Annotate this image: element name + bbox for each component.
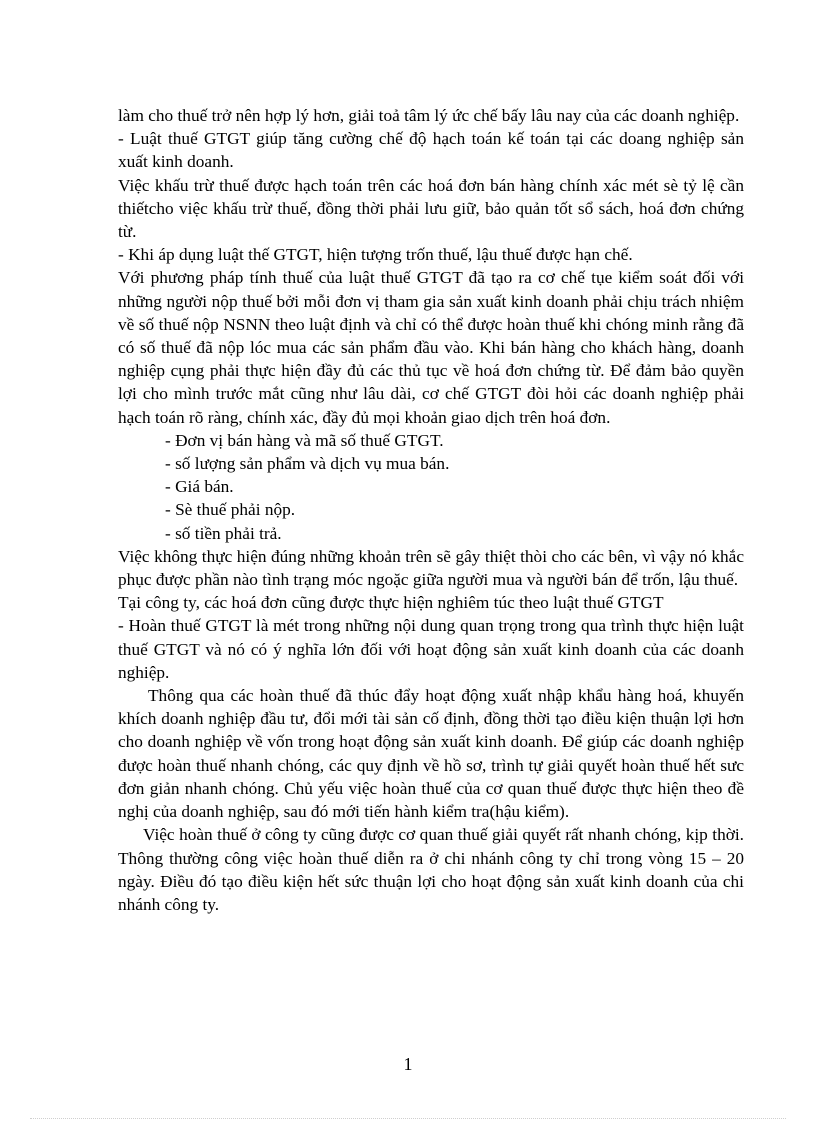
paragraph: Việc không thực hiện đúng những khoản trên sẽ gây thiệt thòi cho các bên, vì vậy nó khắc phục được phần nào tình trạng móc ngoặc giữa người mua và người bán để trốn, lậu thuế. xyxy=(118,546,744,590)
page-number: 1 xyxy=(403,1054,413,1074)
document-body xyxy=(118,104,744,916)
page-bottom-divider xyxy=(30,1118,786,1119)
bullet-item: - Đơn vị bán hàng và mã số thuế GTGT. xyxy=(165,430,444,450)
bullet-item: - số lượng sản phẩm và dịch vụ mua bán. xyxy=(165,454,450,474)
paragraph: - Hoàn thuế GTGT là mét trong những nội dung quan trọng trong qua trình thực hiện luật thuế GTGT và nó có ý nghĩa lớn đối với hoạt động sản xuất kinh doanh của các doanh nghiệp. xyxy=(118,616,744,682)
bullet-item: - số tiền phải trả. xyxy=(165,523,282,543)
paragraph: - Khi áp dụng luật thế GTGT, hiện tượng trốn thuế, lậu thuế được hạn chế. xyxy=(118,245,633,265)
paragraph: Tại công ty, các hoá đơn cũng được thực hiện nghiêm túc theo luật thuế GTGT xyxy=(118,593,664,613)
paragraph: Việc khấu trừ thuế được hạch toán trên các hoá đơn bán hàng chính xác mét sè tỷ lệ cần thiếtcho việc khấu trừ thuế, đồng thời phải lưu giữ, bảo quản tốt sổ sách, hoá đơn chứng từ. xyxy=(118,175,744,242)
paragraph: làm cho thuế trở nên hợp lý hơn, giải toả tâm lý ức chế bấy lâu nay của các doanh nghiệp. xyxy=(118,106,740,125)
paragraph: - Luật thuế GTGT giúp tăng cường chế độ hạch toán kế toán tại các doang nghiệp sản xuất kinh doanh. xyxy=(118,129,744,172)
bullet-item: - Sè thuế phải nộp. xyxy=(165,500,296,520)
bullet-item: - Giá bán. xyxy=(165,477,234,497)
paragraph: Việc hoàn thuế ở công ty cũng được cơ quan thuế giải quyết rất nhanh chóng, kịp thời. Thông thường công việc hoàn thuế diễn ra ở chi nhánh công ty chỉ trong vòng 15 – 20 ngày. Điều đó tạo điều kiện hết sức thuận lợi cho hoạt động sản xuất kinh doanh của chi nhánh công ty. xyxy=(118,825,744,914)
paragraph: Với phương pháp tính thuế của luật thuế GTGT đã tạo ra cơ chế tụe kiểm soát đối với những người nộp thuế bởi mỗi đơn vị tham gia sản xuất kinh doanh phải chịu trách nhiệm về số thuế nộp NSNN theo luật định và chỉ có thể được hoàn thuế khi chóng minh rằng đã có số thuế đã nộp lóc mua các sản phẩm đầu vào. Khi bán hàng cho khách hàng, doanh nghiệp cụng phải thực hiện đầy đủ các thủ tục về hoá đơn chứng từ. Để đảm bảo quyền lợi cho mình trước mắt cũng như lâu dài, cơ chế GTGT đòi hỏi các doanh nghiệp phải hạch toán rõ ràng, chính xác, đầy đủ mọi khoản giao dịch trên hoá đơn. xyxy=(118,268,744,427)
paragraph: Thông qua các hoàn thuế đã thúc đẩy hoạt động xuất nhập khẩu hàng hoá, khuyến khích doanh nghiệp đầu tư, đổi mới tài sản cố định, đồng thời tạo điều kiện thuận lợi hơn cho doanh nghiệp về vốn trong hoạt động sản xuất kinh doanh. Để giúp các doanh nghiệp được hoàn thuế nhanh chóng, các quy định về hồ sơ, trình tự giải quyết hoàn thuế hết sưc đơn giản nhanh chóng. Chủ yếu việc hoàn thuế của cơ quan thuế được thực hiện theo đề nghị của doanh nghiệp, sau đó mới tiến hành kiểm tra(hậu kiểm). xyxy=(118,686,744,822)
